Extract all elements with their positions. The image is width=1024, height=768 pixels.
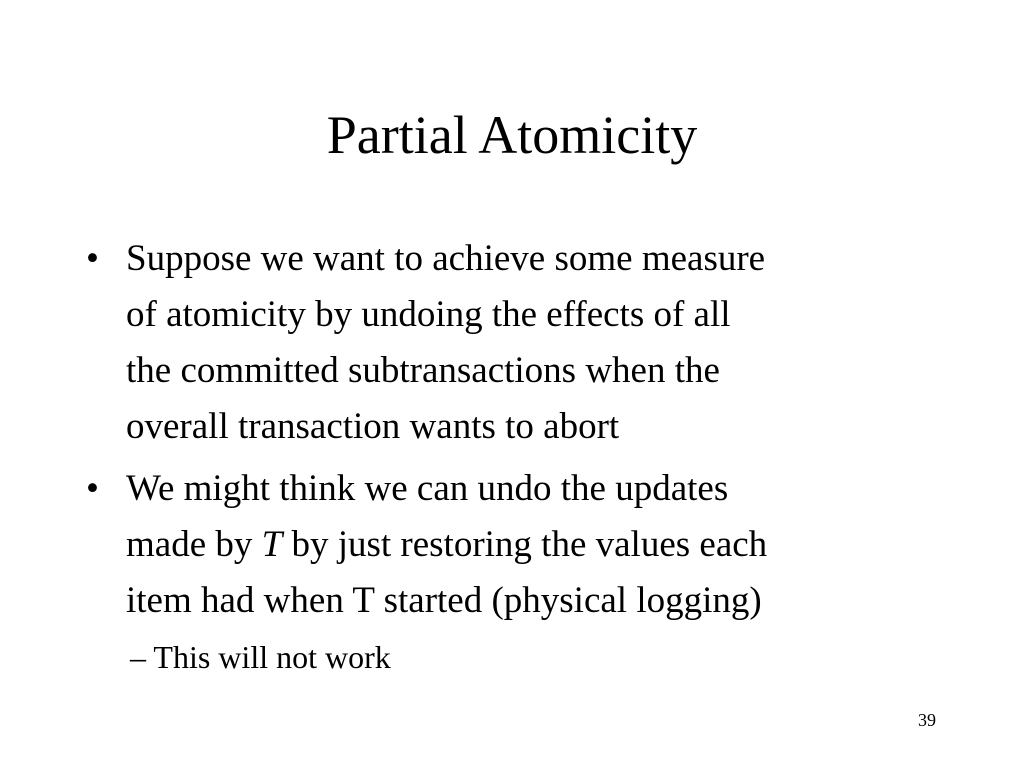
sub-bullet <box>130 633 391 681</box>
bullet-symbol: • <box>86 238 99 279</box>
sub-bullet-dash: – <box>130 639 146 675</box>
variable-t: T <box>261 524 283 565</box>
bullet-2-line-1: We might think we can undo the updates <box>126 468 729 509</box>
slide-title: Partial Atomicity <box>326 105 698 165</box>
bullet-1-line-3: the committed subtransactions when the <box>126 350 720 391</box>
bullet-2-line-2-end: by just restoring the values each <box>282 524 768 565</box>
bullet-2-line-3: item had when T started (physical logging) <box>126 580 762 621</box>
bullet-2-line-2-start: made by <box>126 524 262 565</box>
bullet-2-line-2 <box>126 518 767 572</box>
bullet-1-line-2: of atomicity by undoing the effects of all <box>126 294 731 335</box>
page-number: 39 <box>918 710 936 730</box>
bullet-symbol: • <box>86 468 99 509</box>
bullet-1-line-4: overall transaction wants to abort <box>126 406 620 447</box>
bullet-1-line-1: Suppose we want to achieve some measure <box>126 238 766 279</box>
sub-bullet-text: This will not work <box>153 639 391 675</box>
